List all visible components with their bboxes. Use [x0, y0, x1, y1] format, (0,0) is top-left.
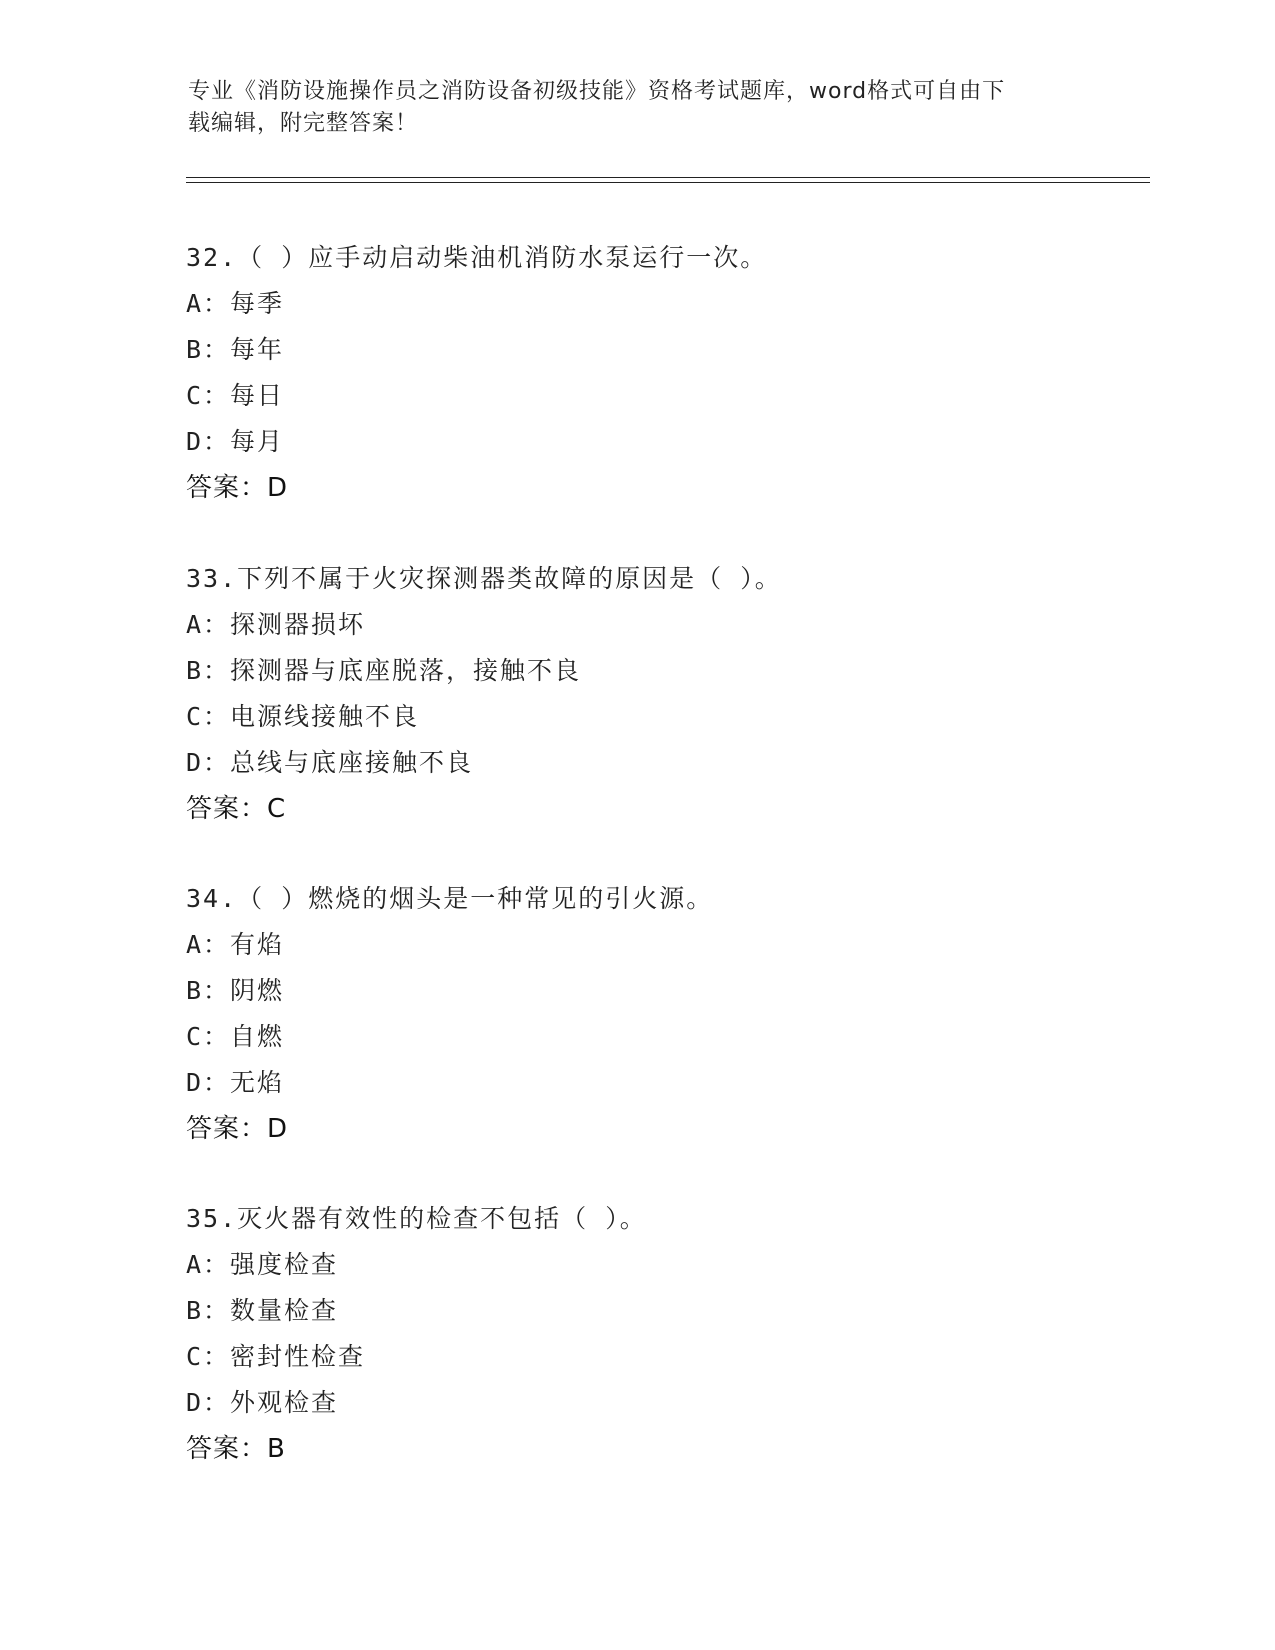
option-b: B：探测器与底座脱落，接触不良: [186, 656, 582, 685]
question-block: [186, 876, 1146, 1152]
header-line-1: 专业《消防设施操作员之消防设备初级技能》资格考试题库，word格式可自由下: [188, 79, 1006, 104]
header-divider-top: [186, 177, 1150, 178]
answer-text: 答案：C: [186, 794, 287, 824]
header-line-2: 载编辑，附完整答案！: [188, 111, 419, 136]
option-b: B：阴燃: [186, 976, 285, 1005]
answer-text: 答案：B: [186, 1434, 286, 1464]
option-a: A：每季: [186, 289, 285, 318]
option-c: C：密封性检查: [186, 1342, 366, 1371]
question-text: 32.（ ）应手动启动柴油机消防水泵运行一次。: [186, 243, 768, 272]
answer-text: 答案：D: [186, 1114, 289, 1144]
option-a: A：探测器损坏: [186, 610, 366, 639]
option-d: D：无焰: [186, 1068, 285, 1097]
option-c: C：每日: [186, 381, 285, 410]
question-text: 34.（ ）燃烧的烟头是一种常见的引火源。: [186, 884, 714, 913]
option-a: A：强度检查: [186, 1250, 339, 1279]
option-b: B：数量检查: [186, 1296, 339, 1325]
question-block: [186, 556, 1146, 832]
option-c: C：电源线接触不良: [186, 702, 420, 731]
header-divider-bottom: [186, 182, 1150, 183]
option-b: B：每年: [186, 335, 285, 364]
option-d: D：总线与底座接触不良: [186, 748, 474, 777]
option-a: A：有焰: [186, 930, 285, 959]
question-block: [186, 235, 1146, 511]
question-block: [186, 1196, 1146, 1472]
option-d: D：外观检查: [186, 1388, 339, 1417]
question-text: 33.下列不属于火灾探测器类故障的原因是（ ）。: [186, 564, 782, 593]
document-header: [188, 76, 1088, 140]
option-c: C：自燃: [186, 1022, 285, 1051]
question-text: 35.灭火器有效性的检查不包括（ ）。: [186, 1204, 647, 1233]
option-d: D：每月: [186, 427, 285, 456]
answer-text: 答案：D: [186, 473, 289, 503]
